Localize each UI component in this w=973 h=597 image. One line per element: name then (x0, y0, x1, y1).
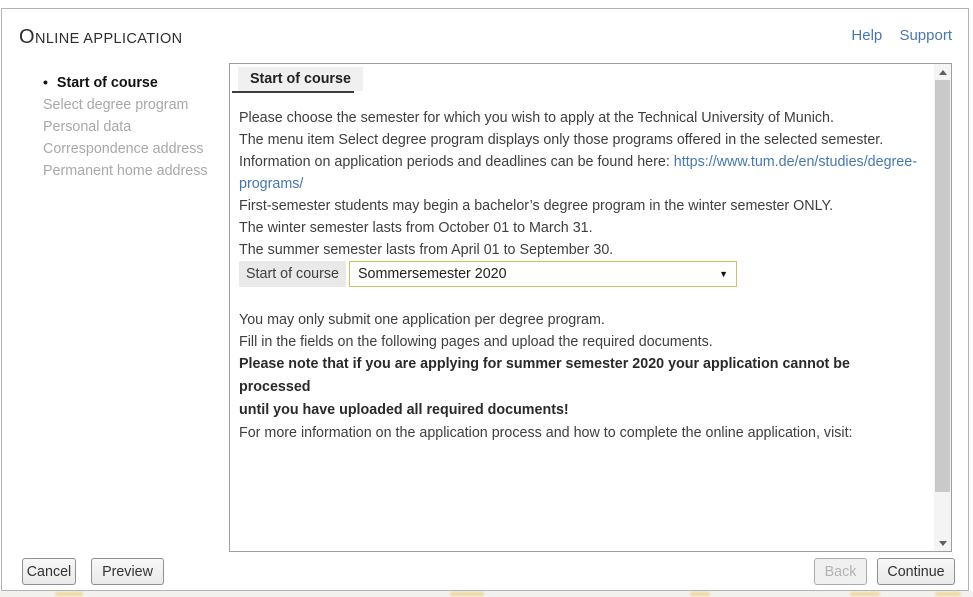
start-of-course-label: Start of course (239, 261, 346, 287)
summer-semester-line: The summer semester lasts from April 01 to September 30. (239, 242, 614, 258)
start-of-course-select[interactable] (349, 261, 737, 287)
info-paragraph (239, 151, 925, 195)
scrollbar-thumb[interactable] (935, 80, 950, 492)
active-step-bullet-icon: • (43, 74, 48, 90)
header-links (838, 27, 952, 44)
intro-line-2: The menu item Select degree program displays only those programs offered in the selected semester. (239, 132, 884, 148)
background-highlight-spot (850, 592, 880, 596)
back-button: Back (814, 558, 867, 585)
chevron-down-icon: ▼ (719, 268, 728, 279)
background-highlight-spot (935, 592, 961, 596)
sidebar-item-start-of-course[interactable] (43, 71, 228, 94)
vertical-scrollbar[interactable] (934, 64, 951, 551)
important-note-paragraph (239, 353, 925, 422)
background-page-strip (0, 591, 973, 597)
support-link[interactable]: Support (899, 27, 952, 44)
cancel-button[interactable]: Cancel (22, 558, 76, 585)
scrollbar-up-button[interactable] (934, 64, 951, 80)
page-title-initial: O (19, 26, 35, 48)
winter-semester-line: The winter semester lasts from October 01 to March 31. (239, 220, 593, 236)
info-prefix: Information on application periods and deadlines can be found here: (239, 154, 674, 170)
more-info-paragraph: For more information on the application process and how to complete the online application, visit: (239, 425, 853, 441)
continue-button[interactable]: Continue (877, 558, 955, 585)
scrollbar-down-button[interactable] (934, 535, 951, 551)
first-semester-paragraph: First-semester students may begin a bachelor’s degree program in the winter semester ONLY. (239, 198, 834, 214)
panel-content (231, 93, 933, 551)
intro-paragraph (239, 107, 925, 151)
submit-line-2: Fill in the fields on the following pages and upload the required documents. (239, 334, 713, 350)
sidebar-item-permanent-home-address: Permanent home address (43, 163, 208, 179)
sidebar-item-label: Start of course (56, 75, 158, 91)
sidebar-item-select-degree-program: Select degree program (43, 97, 189, 113)
tum-link-line-2: programs/ (239, 176, 304, 192)
preview-button[interactable]: Preview (91, 558, 164, 585)
application-dialog (1, 8, 969, 591)
wizard-steps-sidebar (43, 71, 228, 182)
semester-dates-paragraph (239, 217, 925, 261)
background-highlight-spot (55, 592, 83, 596)
tum-link-line-1: https://www.tum.de/en/studies/degree- (673, 154, 917, 170)
help-link[interactable]: Help (851, 27, 883, 44)
sidebar-item-personal-data: Personal data (43, 119, 132, 135)
tab-start-of-course[interactable]: Start of course (238, 67, 363, 91)
content-panel (229, 63, 952, 552)
scroll-up-icon (939, 70, 947, 75)
note-line-2: until you have uploaded all required documents! (239, 402, 569, 418)
background-highlight-spot (690, 592, 710, 596)
page-title-rest: NLINE APPLICATION (34, 31, 183, 47)
note-line-1: Please note that if you are applying for summer semester 2020 your application cannot be processed (239, 356, 850, 395)
page-title (19, 26, 183, 49)
intro-line-1: Please choose the semester for which you wish to apply at the Technical University of Munich. (239, 110, 834, 126)
scroll-down-icon (939, 541, 947, 546)
selected-semester-value: Sommersemester 2020 (357, 266, 507, 282)
submit-rules-paragraph (239, 309, 925, 353)
start-of-course-form-row (239, 261, 925, 287)
submit-line-1: You may only submit one application per degree program. (239, 312, 605, 328)
background-highlight-spot (450, 592, 484, 596)
sidebar-item-correspondence-address: Correspondence address (43, 141, 204, 157)
